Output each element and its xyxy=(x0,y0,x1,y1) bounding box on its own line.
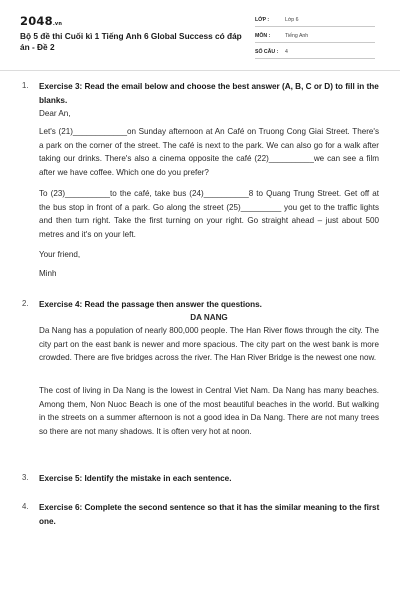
lop-value: Lớp 6 xyxy=(285,17,299,23)
exam-title: Bộ 5 đề thi Cuối kì 1 Tiếng Anh 6 Global Success có đáp án - Đề 2 xyxy=(20,31,242,52)
exercise-heading: Exercise 6: Complete the second sentence so that it has the similar meaning to the first one. xyxy=(39,503,380,526)
site-logo[interactable] xyxy=(20,14,62,28)
exercise-heading: Exercise 5: Identify the mistake in each sentence. xyxy=(39,474,232,483)
header-divider xyxy=(0,70,400,71)
exercise-number: 4. xyxy=(22,502,29,511)
email-signoff: Your friend, xyxy=(39,250,81,259)
email-paragraph: To (23)__________to the café, take bus (24)__________8 to Quang Trung Street. Get off at the bus stop in front of a park. Go along the street (25)_________ you get to the traffic lights and then turn right. Take the first turning on your right. Go straight ahead – just about 500 metres and it's on your left. xyxy=(39,189,379,239)
passage-title: DA NANG xyxy=(190,313,228,322)
exercise-heading: Exercise 4: Read the passage then answer the questions. xyxy=(39,300,262,309)
meta-lop xyxy=(255,14,375,27)
logo-main: 2048 xyxy=(20,14,53,28)
mon-label: MÔN : xyxy=(255,33,271,39)
passage-paragraph: Da Nang has a population of nearly 800,000 people. The Han River flows through the city. The city part on the east bank is newer and more spacious. The city part on the west bank is more crowded. There are five bridges across the river. The Han River Bridge is the newest one now. xyxy=(39,326,379,362)
passage-paragraph: The cost of living in Da Nang is the lowest in Central Viet Nam. Da Nang has many beaches. Among them, Non Nuoc Beach is one of the most beautiful beaches in the world. But walking in the streets on a summer afternoon is not a good idea in Da Nang. There are not many trees so there are not many shadows. It is often very hot at noon. xyxy=(39,386,379,436)
email-paragraph: Let's (21)____________on Sunday afternoon at An Café on Truong Cong Giai Street. There's a park on the corner of the street. The café is next to the park. We can also go for a walk after taking our drinks. There's also a cinema opposite the café (22)__________we can see a film after we have coffee. Which one do you prefer? xyxy=(39,127,379,177)
page-header xyxy=(0,0,400,67)
email-greeting: Dear An, xyxy=(39,109,71,118)
meta-mon xyxy=(255,30,375,43)
mon-value: Tiếng Anh xyxy=(285,33,309,39)
exercise-number: 2. xyxy=(22,299,29,308)
exercise-heading: Exercise 3: Read the email below and choose the best answer (A, B, C or D) to fill in the blanks. xyxy=(39,82,379,105)
email-signature: Minh xyxy=(39,269,57,278)
socau-value: 4 xyxy=(285,49,288,55)
meta-socau xyxy=(255,46,375,59)
socau-label: SỐ CÂU : xyxy=(255,49,279,55)
logo-suffix: .vn xyxy=(52,21,63,27)
lop-label: LỚP : xyxy=(255,17,270,23)
exercise-number: 1. xyxy=(22,81,29,90)
exercise-number: 3. xyxy=(22,473,29,482)
